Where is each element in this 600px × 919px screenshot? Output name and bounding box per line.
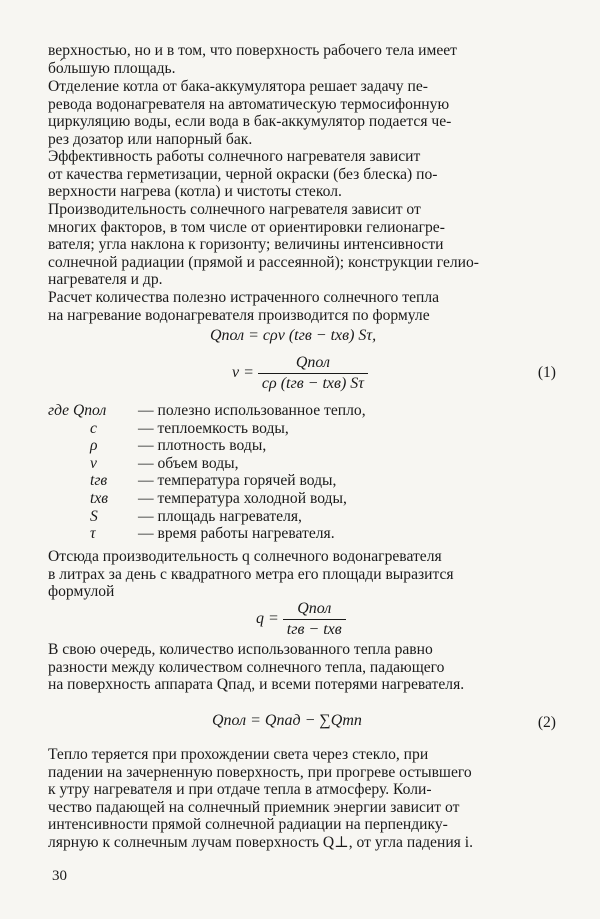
paragraph-5: Расчет количества полезно истраченного солнечного тепла на нагревание водонагревателя производится по формуле <box>48 289 440 324</box>
paragraph-2: Отделение котла от бака-аккумулятора решает задачу пе- ревода водонагревателя на автоматическую термосифонную циркуляцию воды, если вода в бак-аккумулятор подается че- рез дозатор или напорный бак. <box>48 78 452 148</box>
formula-q <box>256 600 346 639</box>
formula-q-denominator: tгв − tхв <box>286 621 342 638</box>
definition-text: — температура горячей воды, <box>138 472 337 490</box>
definition-symbol: S <box>90 507 98 525</box>
formula-v-numerator: Qпол <box>258 354 368 374</box>
definition-text: — площадь нагревателя, <box>138 507 302 525</box>
definition-text: — время работы нагревателя. <box>138 525 335 543</box>
definition-text: — теплоемкость воды, <box>138 419 289 437</box>
paragraph-6: Отсюда производительность q солнечного водонагревателя в литрах за день с квадратного метра его площади выразится формулой <box>48 548 454 601</box>
definition-symbol: ρ <box>90 437 98 455</box>
definition-text: — объем воды, <box>138 454 239 472</box>
definition-text: — плотность воды, <box>138 437 267 455</box>
definition-symbol: где Qпол <box>48 402 107 419</box>
definition-symbol: τ <box>90 525 96 543</box>
definitions-list <box>48 402 558 543</box>
paragraph-7: В свою очередь, количество использованного тепла равно разности между количеством солнечного тепла, падающего на поверхность аппарата Qпад, и всеми потерями нагревателя. <box>48 641 465 694</box>
paragraph-4: Производительность солнечного нагревателя зависит от многих факторов, в том числе от ориентировки гелионагре- вателя; угла наклона к горизонту; величины интенсивности солнечной радиации (прямой и рассеянной); конструкции гелио- нагревателя и др. <box>48 201 479 289</box>
definition-row <box>48 508 558 526</box>
formula-q-balance: Qпол = Qпад − ∑Qтп <box>212 712 362 729</box>
definition-symbol: v <box>90 454 97 472</box>
formula-q-lhs: q = <box>256 610 279 628</box>
formula-v-denominator: cρ (tгв − tхв) Sτ <box>261 375 364 392</box>
definition-text: — полезно использованное тепло, <box>138 402 366 419</box>
formula-q-numerator: Qпол <box>283 600 346 620</box>
definition-row <box>48 525 558 543</box>
equation-number-1: (1) <box>537 364 556 381</box>
definition-row <box>48 472 558 490</box>
formula-q-fraction <box>283 600 346 639</box>
formula-v <box>232 354 368 393</box>
paragraph-8: Тепло теряется при прохождении света через стекло, при падении на зачерненную поверхность, при прогреве остывшего к утру нагревателя и при отдаче тепла в атмосферу. Коли- чество падающей на солнечный приемник энергии зависит от интенсивности прямой солнечной радиации на перпендику- лярную к солнечным лучам поверхность Q⊥, от угла падения i. <box>48 746 473 851</box>
definition-row <box>48 455 558 473</box>
definition-row <box>48 402 558 420</box>
formula-v-fraction <box>258 354 368 393</box>
page-number: 30 <box>52 868 67 884</box>
definition-row <box>48 490 558 508</box>
definition-row <box>48 420 558 438</box>
definition-symbol: tгв <box>90 472 108 490</box>
paragraph-1: верхностью, но и в том, что поверхность рабочего тела имеет бо́льшую площадь. <box>48 42 458 77</box>
definition-symbol: c <box>90 419 97 437</box>
definition-symbol: tхв <box>90 489 109 507</box>
formula-q-pol: Qпол = cρv (tгв − tхв) Sτ, <box>210 327 377 344</box>
equation-number-2: (2) <box>537 714 556 731</box>
definition-row <box>48 437 558 455</box>
paragraph-3: Эффективность работы солнечного нагревателя зависит от качества герметизации, черной окраски (без блеска) по- верхности нагрева (котла) и чистоты стекол. <box>48 148 438 201</box>
formula-v-lhs: v = <box>232 364 254 382</box>
definition-text: — температура холодной воды, <box>138 489 347 507</box>
